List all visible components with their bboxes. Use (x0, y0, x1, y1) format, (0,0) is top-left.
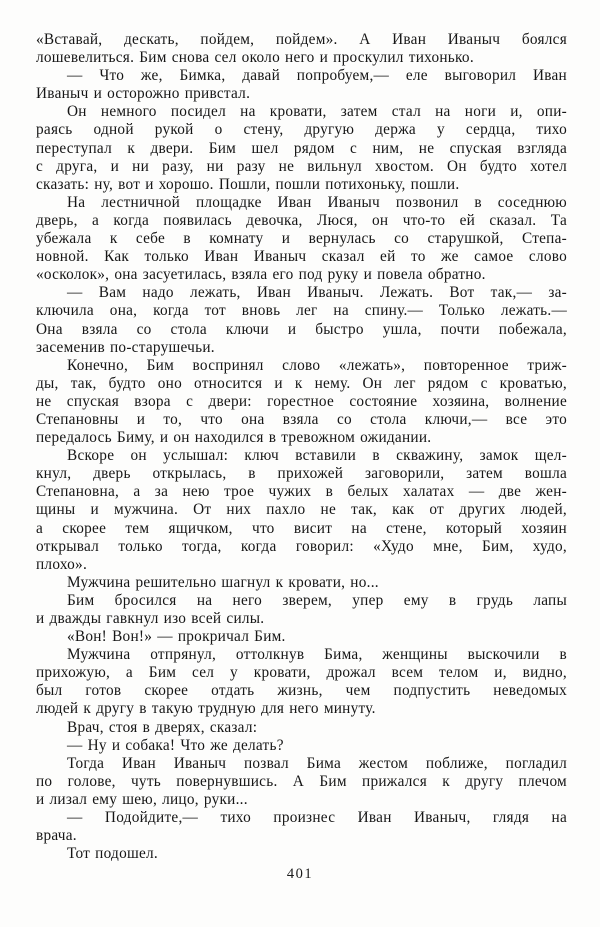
text-line: — Подойдите,— тихо произнес Иван Иваныч, глядя на (67, 809, 567, 827)
text-line: ды, так, будто оно относится и к нему. Он лег рядом с кроватью, (36, 374, 567, 392)
text-line: Мужчина отпрянул, оттолкнув Бима, женщины выскочили в (67, 646, 567, 664)
text-block (36, 31, 567, 863)
text-line: и дважды гавкнул изо всей силы. (36, 610, 265, 627)
text-line: На лестничной площадке Иван Иваныч позвонил в соседнюю (67, 193, 567, 211)
text-line: по голове, чуть повернувшись. А Бим прижался к другу плечом (36, 772, 567, 790)
text-line: Тогда Иван Иваныч позвал Бима жестом поближе, погладил (67, 754, 567, 772)
text-line: щины и мужчина. От них пахло не так, как от других людей, (36, 501, 567, 519)
text-line: Он немного посидел на кровати, затем стал на ноги и, опи- (67, 103, 567, 121)
text-line: Вскоре он услышал: ключ вставили в скважину, замок щел- (67, 447, 567, 465)
text-line: «Вставай, дескать, пойдем, пойдем». А Иван Иваныч боялся (36, 31, 567, 48)
text-line: убежала к себе в комнату и вернулась со старушкой, Степа- (36, 230, 567, 248)
text-line: Степановна, а за нею трое чужих в белых халатах — две жен- (36, 483, 567, 501)
text-line: ключила она, когда тот вновь лег на спину.— Только лежать.— (36, 302, 567, 320)
text-line: — Ну и собака! Что же делать? (67, 736, 284, 754)
text-line: а скорее тем ящичком, что висит на стене, который хозяин (36, 519, 567, 537)
text-line: людей к другу в такую трудную для него минуту. (36, 700, 376, 718)
text-line: новной. Как только Иван Иваныч сказал ей то же самое слово (36, 248, 567, 266)
text-line: врача. (36, 827, 77, 845)
text-line: переступал к двери. Бим шел рядом с ним, не спуская взгляда (36, 139, 567, 157)
text-line: Бим бросился на него зверем, упер ему в грудь лапы (67, 591, 567, 609)
text-line: Иваныч и осторожно привстал. (36, 85, 251, 103)
text-line: сказать: ну, вот и хорошо. Пошли, пошли потихоньку, пошли. (36, 175, 460, 193)
text-line: и лизал ему шею, лицо, руки... (36, 790, 248, 808)
text-line: лошевелиться. Бим снова сел около него и проскулил тихонько. (36, 49, 474, 67)
text-line: засеменив по-старушечьи. (36, 338, 215, 356)
page-number: 401 (286, 866, 314, 882)
text-line: Мужчина решительно шагнул к кровати, но... (67, 573, 379, 591)
text-line: «Вон! Вон!» — прокричал Бим. (67, 628, 286, 646)
text-line: Степановны и то, что она взяла со стола ключи,— все это (36, 410, 567, 428)
text-line: раясь одной рукой о стену, другую держа у сердца, тихо (36, 121, 567, 139)
text-line: был готов скорее отдать жизнь, чем подпустить неведомых (36, 682, 567, 700)
text-line: не спуская взора с двери: горестное состояние хозяина, волнение (36, 392, 567, 410)
text-line: кнул, дверь открылась, в прихожей заговорили, затем вошла (36, 465, 567, 483)
text-line: с друга, и ни разу, ни разу не вильнул хвостом. Он будто хотел (36, 157, 567, 175)
text-line: — Что же, Бимка, давай попробуем,— еле выговорил Иван (67, 67, 567, 85)
text-line: дверь, а когда появилась девочка, Люся, он что-то ей сказал. Та (36, 211, 567, 229)
text-line: — Вам надо лежать, Иван Иваныч. Лежать. Вот так,— за- (67, 284, 567, 302)
text-line: «осколок», она засуетилась, взяла его под руку и повела обратно. (36, 266, 486, 284)
text-line: Тот подошел. (67, 845, 159, 863)
text-line: открывал только тогда, когда говорил: «Худо мне, Бим, худо, (36, 537, 567, 555)
text-line: прихожую, а Бим сел у кровати, дрожал всем телом и, видно, (36, 664, 567, 682)
text-line: плохо». (36, 555, 88, 573)
text-line: Она взяла со стола ключи и быстро ушла, почти побежала, (36, 320, 567, 338)
text-line: Врач, стоя в дверях, сказал: (67, 718, 258, 736)
text-line: Конечно, Бим воспринял слово «лежать», повторенное триж- (67, 356, 567, 374)
text-line: передалось Биму, и он находился в тревожном ожидании. (36, 429, 432, 447)
